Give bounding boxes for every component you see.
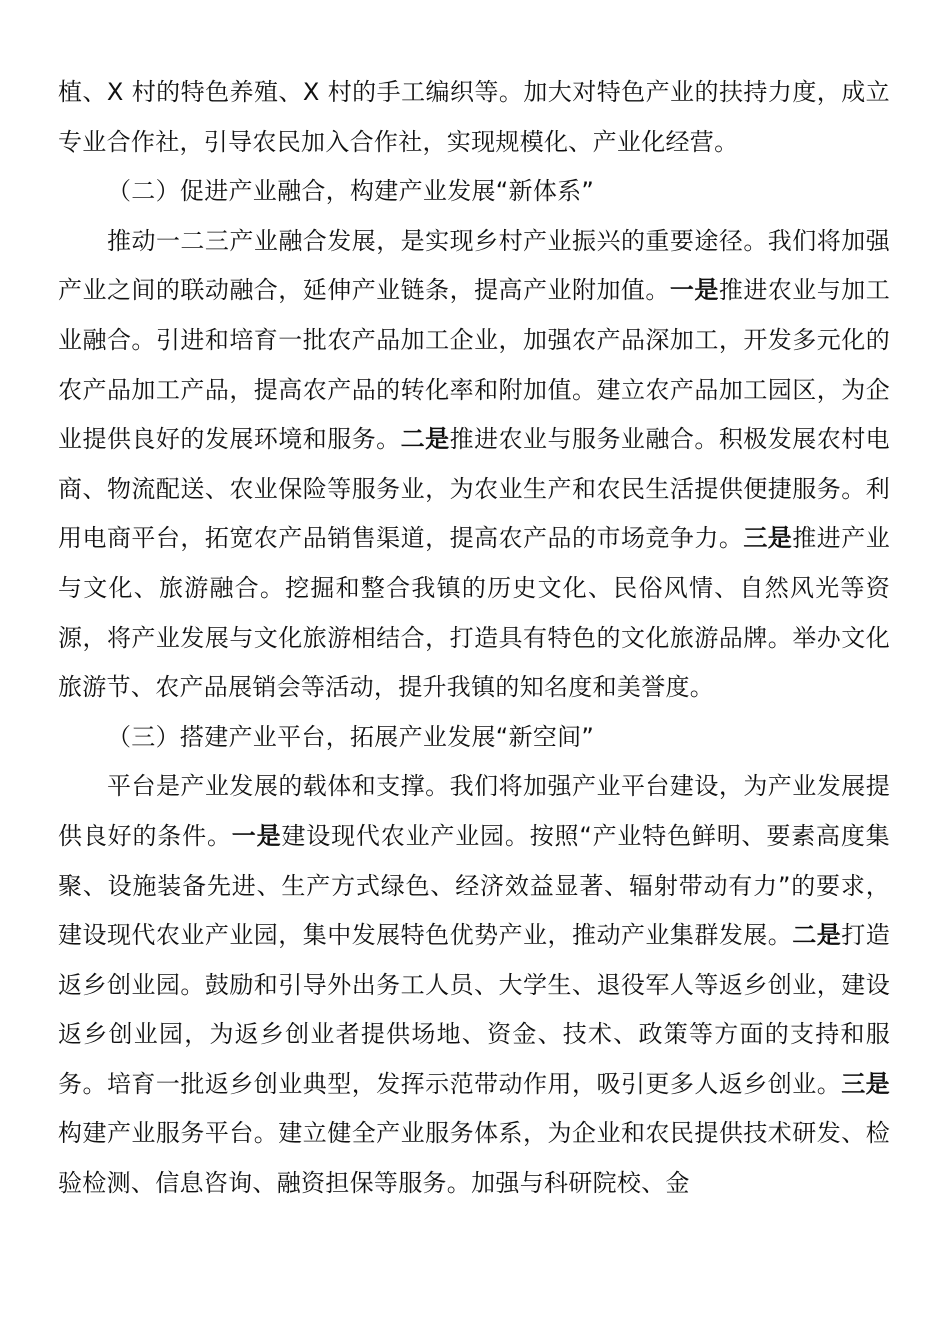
document-body [58,68,890,1209]
paragraph-text-third: 构建产业服务平台。建立健全产业服务体系，为企业和农民提供技术研发、检验检测、信息咨询、融资担保等服务。加强与科研院校、金 [58,1119,890,1198]
section-heading-industry-integration: （二）促进产业融合，构建产业发展“新体系” [107,177,595,206]
paragraph-intro: 平台是产业发展的载体和支撑。我们将加强产业平台建设，为产业发展提供良好的条件。 [58,772,890,850]
bold-keyword-first: 一是 [669,276,719,305]
paragraph-text-second: 打造返乡创业园。鼓励和引导外出务工人员、大学生、退役军人等返乡创业，建设返乡创业园，为返乡创业者提供场地、资金、技术、政策等方面的支持和服务。培育一批返乡创业典型，发挥示范带动作用，吸引更多人返乡创业。 [58,921,890,1098]
paragraph-specialty-industries: 植、X 村的特色养殖、X 村的手工编织等。加大对特色产业的扶持力度，成立专业合作社，引导农民加入合作社，实现规模化、产业化经营。 [58,78,890,156]
paragraph-text-first: 建设现代农业产业园。按照“产业特色鲜明、要素高度集聚、设施装备先进、生产方式绿色、经济效益显著、辐射带动有力”的要求，建设现代农业产业园，集中发展特色优势产业，推动产业集群发展。 [58,821,890,950]
bold-keyword-second: 二是 [400,425,450,454]
bold-keyword-third: 三是 [841,1069,890,1098]
paragraph-industry-integration [58,217,890,713]
section-heading-industry-platform: （三）搭建产业平台，拓展产业发展“新空间” [107,722,595,751]
paragraph-text-second: 推进农业与服务业融合。积极发展农村电商、物流配送、农业保险等服务业，为农业生产和农民生活提供便捷服务。利用电商平台，拓宽农产品销售渠道，提高农产品的市场竞争力。 [58,425,890,553]
paragraph-intro: 推动一二三产业融合发展，是实现乡村产业振兴的重要途径。我们将加强产业之间的联动融合，延伸产业链条，提高产业附加值。 [58,226,890,305]
paragraph-text-third: 推进产业与文化、旅游融合。挖掘和整合我镇的历史文化、民俗风情、自然风光等资源，将产业发展与文化旅游相结合，打造具有特色的文化旅游品牌。举办文化旅游节、农产品展销会等活动，提升我镇的知名度和美誉度。 [58,524,890,702]
bold-keyword-second: 二是 [792,921,842,950]
bold-keyword-third: 三是 [743,524,793,553]
paragraph-text-first: 推进农业与加工业融合。引进和培育一批农产品加工企业，加强农产品深加工，开发多元化的农产品加工产品，提高农产品的转化率和附加值。建立农产品加工园区，为企业提供良好的发展环境和服务。 [58,276,890,454]
paragraph-industry-platform [58,762,890,1208]
bold-keyword-first: 一是 [231,821,282,850]
